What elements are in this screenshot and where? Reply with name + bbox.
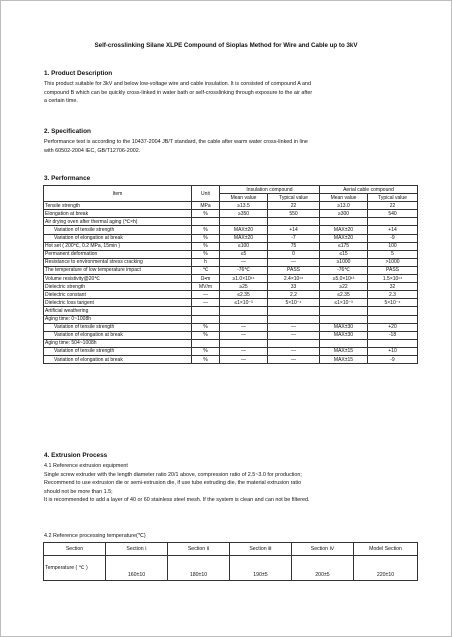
row-value-cell: —: [268, 323, 320, 331]
row-value-cell: PASS: [368, 266, 418, 274]
row-value-cell: —: [268, 331, 320, 339]
row-value-cell: -76℃: [320, 266, 368, 274]
row-unit-cell: Ω•m: [192, 275, 220, 283]
row-item-cell: Hot set ( 200℃, 0.2 MPa, 15min ): [44, 242, 192, 250]
row-value-cell: [368, 218, 418, 226]
row-value-cell: —: [220, 355, 268, 363]
table-row: [44, 210, 418, 218]
section-4-heading: 4. Extrusion Process: [44, 452, 108, 459]
paragraph-line: compound B which can be quickly cross-linked in water bath or self-crosslinking through exposure to the air after: [44, 89, 313, 96]
row-item-cell: Variation of tensile strength: [44, 323, 192, 331]
row-unit-cell: %: [192, 234, 220, 242]
row-value-cell: 2.3: [368, 291, 418, 299]
row-unit-cell: %: [192, 347, 220, 355]
row-value-cell: MAX±20: [220, 234, 268, 242]
row-value-cell: —: [268, 355, 320, 363]
row-value-cell: 2.4×10¹⁴: [268, 275, 320, 283]
row-value-cell: [220, 218, 268, 226]
row-item-cell: Artificial weathering: [44, 307, 192, 315]
row-value-cell: +20: [368, 323, 418, 331]
row-unit-cell: [192, 339, 220, 347]
temp-header-cell: Model Section: [354, 543, 418, 556]
row-value-cell: [320, 218, 368, 226]
row-value-cell: MAX±20: [320, 234, 368, 242]
section-3-heading: 3. Performance: [44, 175, 91, 182]
table-row: [44, 291, 418, 299]
row-value-cell: MAX±20: [220, 226, 268, 234]
row-value-cell: —: [220, 331, 268, 339]
row-item-cell: Aging time: 0~1008h: [44, 315, 192, 323]
row-item-cell: Variation of tensile strength: [44, 226, 192, 234]
temp-value-cell: 180±10: [168, 556, 230, 581]
column-header-mean: Mean value: [220, 194, 268, 202]
row-value-cell: 0: [268, 250, 320, 258]
paragraph-line: a certain time.: [44, 98, 78, 105]
row-value-cell: MAX±30: [320, 331, 368, 339]
column-header-mean: Mean value: [320, 194, 368, 202]
row-value-cell: 5×10⁻⁴: [268, 299, 320, 307]
row-value-cell: 100: [368, 242, 418, 250]
table-row: [44, 307, 418, 315]
row-value-cell: —: [268, 258, 320, 266]
row-value-cell: 5: [368, 250, 418, 258]
row-item-cell: Variation of elongation at break: [44, 234, 192, 242]
paragraph-line: This product suitable for 3kV and below low-voltage wire and cable insulation. It is consisted of compound A and: [44, 81, 311, 87]
row-value-cell: 1.5×10¹⁴: [368, 275, 418, 283]
row-value-cell: MAX±15: [320, 347, 368, 355]
paragraph-line: It is recommended to add a layer of 40 or 60 stainless steel mesh. If the system is clean and can not be filtered.: [44, 497, 310, 504]
section-2-heading: 2. Specification: [44, 128, 91, 135]
row-value-cell: 2.2: [268, 291, 320, 299]
paragraph-line: with 60502-2004 IEC, GB/T12706-2002.: [44, 147, 141, 154]
row-value-cell: MAX±20: [320, 226, 368, 234]
row-value-cell: [268, 315, 320, 323]
row-value-cell: —: [220, 323, 268, 331]
row-value-cell: PASS: [268, 266, 320, 274]
table-row: [44, 323, 418, 331]
row-value-cell: -9: [368, 355, 418, 363]
row-value-cell: 5×10⁻⁴: [368, 299, 418, 307]
row-value-cell: [368, 339, 418, 347]
row-value-cell: ≤5: [220, 250, 268, 258]
row-value-cell: —: [268, 347, 320, 355]
row-value-cell: ≥13.5: [220, 202, 268, 210]
row-item-cell: Dielectric loss tangent: [44, 299, 192, 307]
section-2-text: [44, 138, 416, 155]
table-row: [44, 202, 418, 210]
row-value-cell: [220, 315, 268, 323]
row-value-cell: [268, 218, 320, 226]
row-value-cell: ≥300: [320, 210, 368, 218]
row-item-cell: Tensile strength: [44, 202, 192, 210]
temp-header-cell: Section Ⅰ: [106, 543, 168, 556]
row-value-cell: ≥22: [320, 283, 368, 291]
section-1-text: [44, 80, 416, 106]
table-row: [44, 250, 418, 258]
row-value-cell: +14: [368, 226, 418, 234]
row-unit-cell: MV/m: [192, 283, 220, 291]
temp-value-cell: 220±10: [354, 556, 418, 581]
column-group-aerial: Aerial cable compound: [320, 186, 418, 194]
table-row: [44, 266, 418, 274]
temp-value-cell: 160±10: [106, 556, 168, 581]
table-row: [44, 234, 418, 242]
row-item-cell: Dielectric strength: [44, 283, 192, 291]
row-unit-cell: %: [192, 226, 220, 234]
row-item-cell: Resistance to environmental stress cracking: [44, 258, 192, 266]
paragraph-line: Single screw extruder with the length diameter ratio 20/1 above, compression ratio of 2.5~3.0 for production;: [44, 471, 302, 478]
row-value-cell: 32: [368, 283, 418, 291]
column-header-typical: Typical value: [268, 194, 320, 202]
paragraph-line: Recommend to use extrusion die or semi-extrusion die, if use tube extruding die, the material extrusion ratio: [44, 480, 302, 487]
paragraph-line: should not be more than 1.5;: [44, 488, 113, 495]
temp-header-cell: Section Ⅳ: [292, 543, 354, 556]
table-row: [44, 283, 418, 291]
row-value-cell: MAX±30: [320, 323, 368, 331]
row-value-cell: -18: [368, 331, 418, 339]
temp-row-label: Temperature ( ℃ ): [44, 556, 106, 581]
row-value-cell: [268, 307, 320, 315]
table-row: [44, 355, 418, 363]
performance-table: [43, 185, 418, 364]
row-unit-cell: %: [192, 355, 220, 363]
row-item-cell: Variation of elongation at break: [44, 331, 192, 339]
table-row: [44, 226, 418, 234]
table-row: [44, 347, 418, 355]
row-value-cell: 550: [268, 210, 320, 218]
row-value-cell: 22: [368, 202, 418, 210]
subheading: 4.2 Reference processing temperature(℃): [44, 533, 146, 539]
column-group-insulation: Insulation compound: [220, 186, 320, 194]
row-value-cell: -7: [268, 234, 320, 242]
row-value-cell: [320, 339, 368, 347]
row-value-cell: ≤2.35: [220, 291, 268, 299]
row-unit-cell: MPa: [192, 202, 220, 210]
table-row: [44, 299, 418, 307]
row-item-cell: Air drying oven after thermal aging (℃×h): [44, 218, 192, 226]
row-item-cell: Volume resistivity@20℃: [44, 275, 192, 283]
row-value-cell: ≤2.35: [320, 291, 368, 299]
row-item-cell: Aging time: 504~1008h: [44, 339, 192, 347]
temperature-table: [43, 542, 418, 581]
row-item-cell: Permanent deformation: [44, 250, 192, 258]
row-unit-cell: —: [192, 299, 220, 307]
row-value-cell: ≤15: [320, 250, 368, 258]
row-unit-cell: [192, 307, 220, 315]
row-item-cell: Variation of elongation at break: [44, 355, 192, 363]
row-unit-cell: [192, 315, 220, 323]
subheading: 4.1 Reference extrusion equipment: [44, 463, 128, 469]
row-unit-cell: %: [192, 250, 220, 258]
row-value-cell: [368, 315, 418, 323]
row-value-cell: MAX±15: [320, 355, 368, 363]
row-value-cell: [320, 315, 368, 323]
row-value-cell: [220, 307, 268, 315]
row-item-cell: The temperature of low temperature impact: [44, 266, 192, 274]
column-header-item: Item: [44, 186, 192, 202]
row-value-cell: 540: [368, 210, 418, 218]
row-value-cell: [368, 307, 418, 315]
row-value-cell: ≤100: [220, 242, 268, 250]
row-value-cell: +10: [368, 347, 418, 355]
section-4-text: [44, 462, 416, 505]
row-value-cell: ≤1×10⁻³: [320, 299, 368, 307]
row-value-cell: ≥5.0×10¹³: [320, 275, 368, 283]
row-unit-cell: h: [192, 258, 220, 266]
temp-header-cell: Section Ⅲ: [230, 543, 292, 556]
row-value-cell: +14: [268, 226, 320, 234]
row-value-cell: [268, 339, 320, 347]
row-value-cell: ≥1000: [320, 258, 368, 266]
row-value-cell: 75: [268, 242, 320, 250]
row-unit-cell: %: [192, 242, 220, 250]
column-header-unit: Unit: [192, 186, 220, 202]
table-row: [44, 331, 418, 339]
row-value-cell: —: [220, 258, 268, 266]
temp-header-cell: Section Ⅱ: [168, 543, 230, 556]
row-item-cell: Dielectric constant: [44, 291, 192, 299]
row-value-cell: —: [220, 347, 268, 355]
row-value-cell: [320, 307, 368, 315]
paragraph-line: Performance test is according to the 10437-2004 JB/T standard, the cable after warm water cross-linked in line: [44, 139, 308, 145]
table-row: [44, 275, 418, 283]
row-value-cell: -76℃: [220, 266, 268, 274]
row-value-cell: >1000: [368, 258, 418, 266]
temp-value-cell: 200±5: [292, 556, 354, 581]
section-1-heading: 1. Product Description: [44, 70, 113, 77]
row-value-cell: ≥350: [220, 210, 268, 218]
row-unit-cell: %: [192, 210, 220, 218]
row-value-cell: 22: [268, 202, 320, 210]
row-value-cell: [220, 339, 268, 347]
row-value-cell: ≥13.0: [320, 202, 368, 210]
document-title: Self-crosslinking Silane XLPE Compound of Sioplas Method for Wire and Cable up to 3kV: [94, 42, 358, 49]
row-value-cell: ≤1×10⁻³: [220, 299, 268, 307]
row-item-cell: Elongation at break: [44, 210, 192, 218]
row-item-cell: Variation of tensile strength: [44, 347, 192, 355]
row-unit-cell: %: [192, 323, 220, 331]
temp-value-cell: 190±5: [230, 556, 292, 581]
table-row: [44, 315, 418, 323]
column-header-typical: Typical value: [368, 194, 418, 202]
row-value-cell: 33: [268, 283, 320, 291]
row-value-cell: ≥1.0×10¹⁴: [220, 275, 268, 283]
row-unit-cell: [192, 218, 220, 226]
table-row: [44, 258, 418, 266]
table-row: [44, 339, 418, 347]
table-row: [44, 242, 418, 250]
row-value-cell: -9: [368, 234, 418, 242]
row-value-cell: ≥25: [220, 283, 268, 291]
row-unit-cell: %: [192, 331, 220, 339]
row-unit-cell: ℃: [192, 266, 220, 274]
row-value-cell: ≤175: [320, 242, 368, 250]
temp-header-cell: Section: [44, 543, 106, 556]
row-unit-cell: —: [192, 291, 220, 299]
table-row: [44, 218, 418, 226]
